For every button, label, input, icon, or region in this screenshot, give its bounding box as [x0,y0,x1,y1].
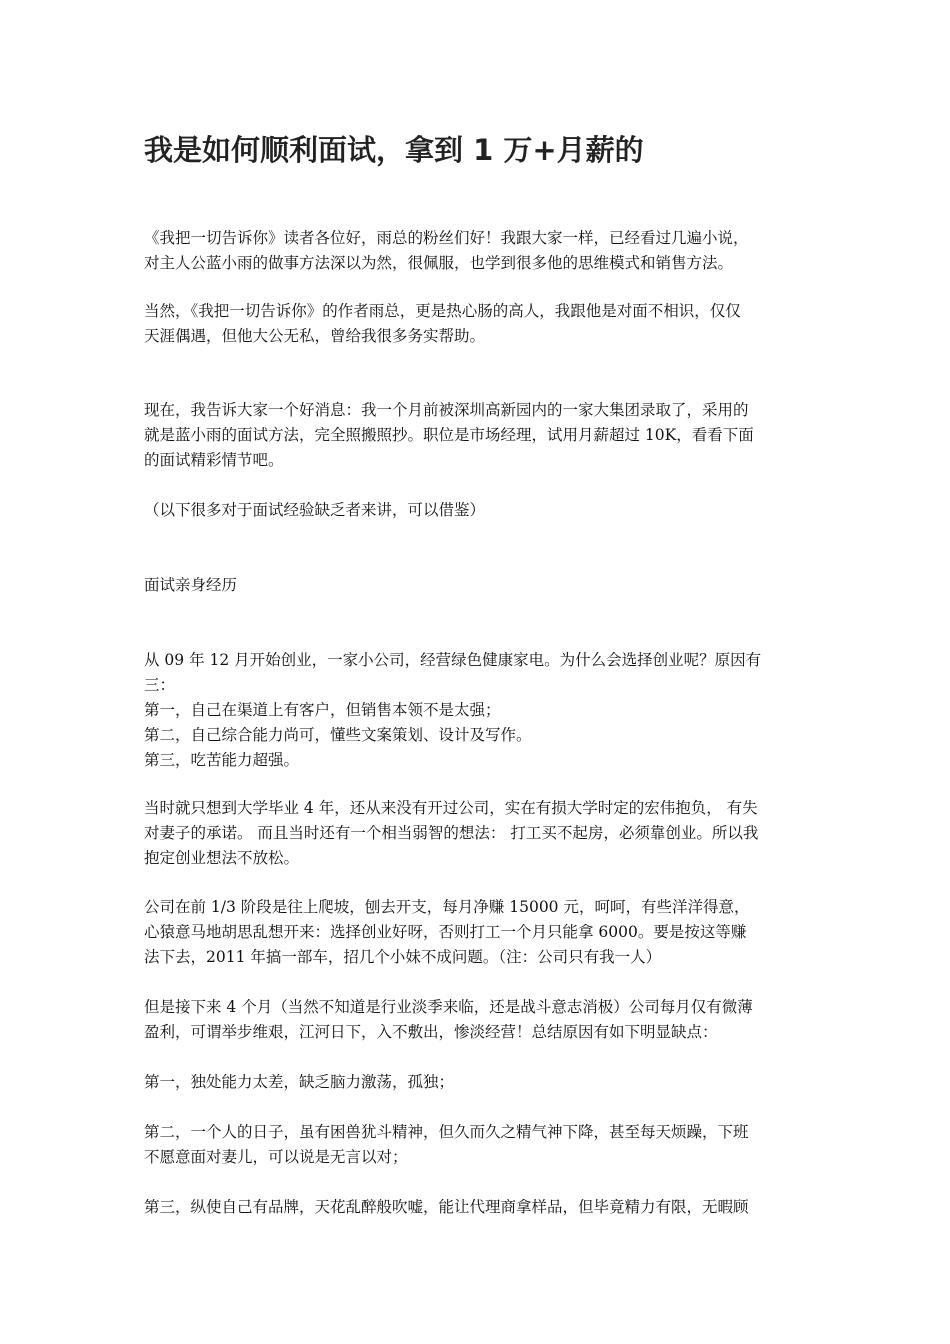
text-line: 对妻子的承诺。 而且当时还有一个相当弱智的想法： 打工买不起房，必须靠创业。所以我 [144,824,759,842]
paragraph-intro [144,226,808,276]
text-line: 第一，自己在渠道上有客户，但销售本领不是太强； [144,701,501,719]
paragraph-point-2 [144,1120,808,1170]
text-line: 第二，一个人的日子，虽有困兽犹斗精神，但久而久之精气神下降，甚至每天烦躁，下班 [144,1123,749,1141]
text-line: 《我把一切告诉你》读者各位好，雨总的粉丝们好！我跟大家一样，已经看过几遍小说， [144,229,749,247]
text-line: 第三，纵使自己有品牌，天花乱醉般吹嘘，能让代理商拿样品，但毕竟精力有限，无暇顾 [144,1198,749,1216]
paragraph-startup [144,648,808,773]
text-line: 的面试精彩情节吧。 [144,451,284,469]
paragraph-author [144,299,808,349]
text-line: 对主人公蓝小雨的做事方法深以为然，很佩服，也学到很多他的思维模式和销售方法。 [144,254,734,272]
text-line: 当时就只想到大学毕业 4 年，还从来没有开过公司，实在有损大学时定的宏伟抱负， 有失 [144,799,758,817]
text-line: 当然，《我把一切告诉你》的作者雨总，更是热心肠的高人，我跟他是对面不相识，仅仅 [144,302,741,320]
text-line: 现在，我告诉大家一个好消息：我一个月前被深圳高新园内的一家大集团录取了，采用的 [144,401,749,419]
text-line: 公司在前 1/3 阶段是往上爬坡，刨去开支，每月净赚 15000 元，呵呵，有些洋洋得意， [144,898,750,916]
text-line: 天涯偶遇，但他大公无私，曾给我很多务实帮助。 [144,327,486,345]
paragraph-news [144,398,808,473]
text-line: 抱定创业想法不放松。 [144,849,300,867]
text-line: 三： [144,676,176,694]
section-heading [144,573,808,598]
text-line: 第三，吃苦能力超强。 [144,751,300,769]
text-line: 第二，自己综合能力尚可，懂些文案策划、设计及写作。 [144,726,532,744]
text-line: 盈利，可谓举步维艰，江河日下，入不敷出，惨淡经营！总结原因有如下明显缺点： [144,1023,718,1041]
paragraph-point-3 [144,1195,808,1220]
paragraph-note [144,498,808,523]
text-line: 法下去，2011 年搞一部车，招几个小妹不成问题。（注：公司只有我一人） [144,948,662,966]
text-line: 面试亲身经历 [144,576,238,594]
text-line: 不愿意面对妻儿，可以说是无言以对； [144,1148,408,1166]
text-line: （以下很多对于面试经验缺乏者来讲，可以借鉴） [144,501,486,519]
paragraph-decline [144,995,808,1045]
document-title: 我是如何顺利面试，拿到 1 万+月薪的 [144,133,644,167]
text-line: 心猿意马地胡思乱想开来：选择创业好呀，否则打工一个月只能拿 6000。要是按这等赚 [144,923,747,941]
paragraph-early-profit [144,895,808,970]
text-line: 从 09 年 12 月开始创业，一家小公司，经营绿色健康家电。为什么会选择创业呢？原因有 [144,651,762,669]
text-line: 但是接下来 4 个月（当然不知道是行业淡季来临，还是战斗意志消极）公司每月仅有微薄 [144,998,753,1016]
paragraph-point-1 [144,1070,808,1095]
text-line: 第一，独处能力太差，缺乏脑力激荡，孤独； [144,1073,455,1091]
text-line: 就是蓝小雨的面试方法，完全照搬照抄。职位是市场经理，试用月薪超过 10K，看看下面 [144,426,754,444]
paragraph-motivation [144,796,808,871]
